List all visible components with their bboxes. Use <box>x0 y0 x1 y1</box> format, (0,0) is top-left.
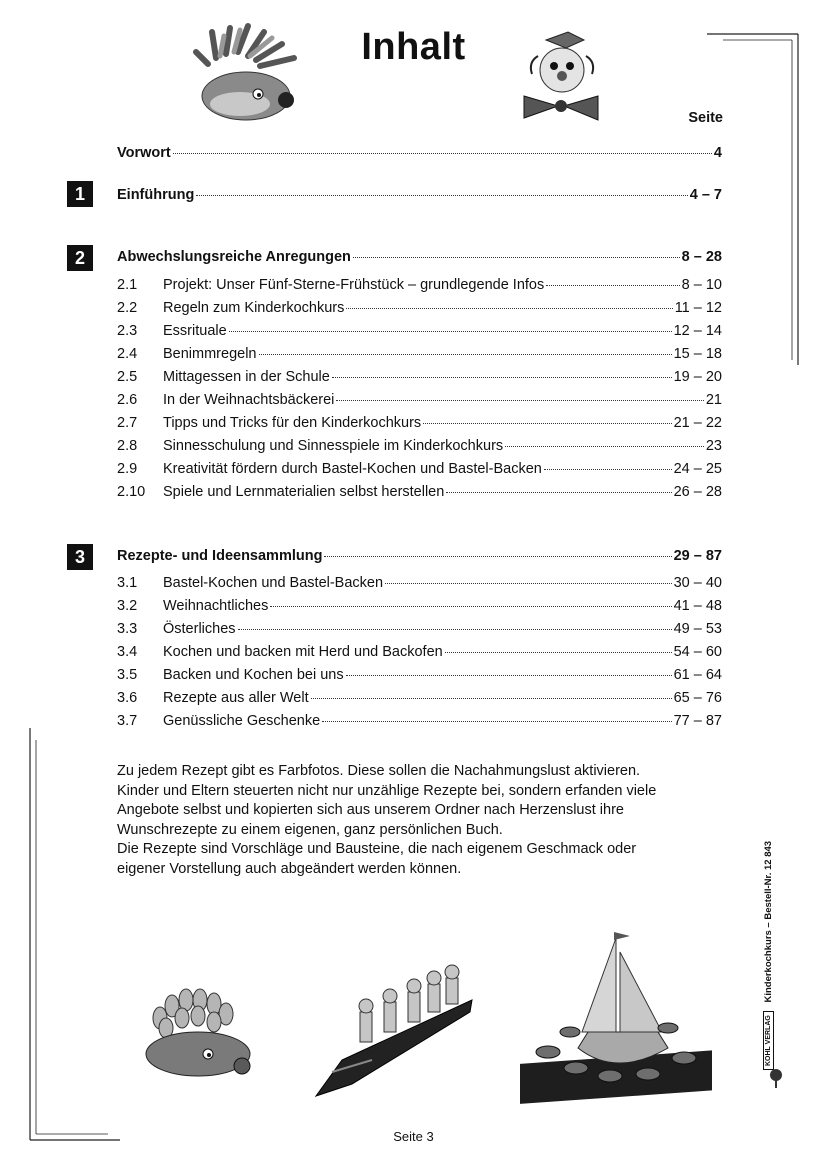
page-title: Inhalt <box>361 26 466 68</box>
intro-paragraph <box>117 762 727 879</box>
toc-leader <box>229 331 672 332</box>
toc-number: 3.1 <box>117 575 138 591</box>
toc-entry[interactable] <box>117 415 722 435</box>
toc-page: 4 <box>713 145 722 161</box>
toc-page: 41 – 48 <box>673 598 722 614</box>
toc-entry[interactable] <box>117 484 722 504</box>
toc-page: 61 – 64 <box>673 667 722 683</box>
toc-entry[interactable] <box>117 369 722 389</box>
intro-line: Kinder und Eltern steuerten nicht nur unzählige Rezepte bei, sondern erfanden viele <box>117 782 657 799</box>
toc-label: Tipps und Tricks für den Kinderkochkurs <box>163 415 422 431</box>
toc-page: 77 – 87 <box>673 713 722 729</box>
intro-line: Angebote selbst und kopierten sich aus unserem Ordner nach Herzenslust ihre <box>117 802 624 818</box>
toc-page: 19 – 20 <box>673 369 722 385</box>
toc-section-1[interactable] <box>117 187 722 207</box>
toc-section-3[interactable] <box>117 548 722 568</box>
toc-label: Bastel-Kochen und Bastel-Backen <box>163 575 384 591</box>
toc-leader <box>385 583 672 584</box>
toc-leader <box>346 308 672 309</box>
toc-leader <box>423 423 671 424</box>
toc-number: 2.7 <box>117 415 138 431</box>
toc-leader <box>311 698 672 699</box>
toc-page: 21 <box>705 392 722 408</box>
toc-label: Vorwort <box>117 145 171 161</box>
toc-entry[interactable] <box>117 438 722 458</box>
toc-leader <box>353 257 680 258</box>
tree-logo-icon <box>768 1068 784 1090</box>
page-column-header: Seite <box>688 110 723 126</box>
toc-entry[interactable] <box>117 346 722 366</box>
toc-label: Essrituale <box>163 323 227 339</box>
toc-entry[interactable] <box>117 323 722 343</box>
toc-entry[interactable] <box>117 392 722 412</box>
toc-page: 30 – 40 <box>673 575 722 591</box>
toc-label: Österliches <box>163 621 236 637</box>
toc-number: 2.1 <box>117 277 138 293</box>
toc-leader <box>346 675 672 676</box>
toc-number: 3.5 <box>117 667 138 683</box>
toc-entry[interactable] <box>117 621 722 641</box>
toc-label: Rezepte- und Ideensammlung <box>117 548 323 564</box>
toc-entry[interactable] <box>117 575 722 595</box>
toc-entry[interactable] <box>117 300 722 320</box>
toc-leader <box>332 377 672 378</box>
toc-page: 15 – 18 <box>673 346 722 362</box>
toc-page: 11 – 12 <box>674 300 722 316</box>
toc-page: 26 – 28 <box>673 484 722 500</box>
toc-leader <box>544 469 672 470</box>
toc-number: 3.7 <box>117 713 138 729</box>
hedgehog-food-photo-bottom <box>138 988 256 1084</box>
publisher-logo: KOHL VERLAG <box>763 1011 774 1070</box>
page-footer: Seite 3 <box>393 1129 434 1144</box>
toc-number: 2.9 <box>117 461 138 477</box>
toc-page: 29 – 87 <box>673 548 722 564</box>
toc-label: Benimmregeln <box>163 346 257 362</box>
toc-number: 3.2 <box>117 598 138 614</box>
toc-label: Projekt: Unser Fünf-Sterne-Frühstück – grundlegende Infos <box>163 277 545 293</box>
order-number-text: Kinderkochkurs – Bestell-Nr. 12 843 <box>763 840 775 1003</box>
section-number-box: 2 <box>67 245 93 271</box>
toc-number: 2.10 <box>117 484 146 500</box>
toc-leader <box>336 400 703 401</box>
toc-leader <box>324 556 671 557</box>
toc-number: 2.3 <box>117 323 138 339</box>
toc-number: 2.5 <box>117 369 138 385</box>
toc-leader <box>270 606 671 607</box>
toc-label: Genüssliche Geschenke <box>163 713 321 729</box>
toc-number: 2.8 <box>117 438 138 454</box>
toc-page: 24 – 25 <box>673 461 722 477</box>
toc-number: 3.6 <box>117 690 138 706</box>
toc-page: 49 – 53 <box>673 621 722 637</box>
toc-leader <box>322 721 671 722</box>
toc-entry-vorwort[interactable] <box>117 145 722 165</box>
toc-label: Kochen und backen mit Herd und Backofen <box>163 644 443 660</box>
boat-figures-food-photo <box>312 964 476 1106</box>
toc-page: 12 – 14 <box>673 323 722 339</box>
toc-entry[interactable] <box>117 690 722 710</box>
toc-entry[interactable] <box>117 644 722 664</box>
toc-label: Sinnesschulung und Sinnesspiele im Kinderkochkurs <box>163 438 504 454</box>
toc-leader <box>238 629 672 630</box>
toc-section-2[interactable] <box>117 249 722 269</box>
toc-leader <box>546 285 679 286</box>
toc-leader <box>173 153 712 154</box>
toc-entry[interactable] <box>117 713 722 733</box>
toc-number: 3.4 <box>117 644 138 660</box>
toc-label: Spiele und Lernmaterialien selbst herstellen <box>163 484 445 500</box>
toc-number: 2.6 <box>117 392 138 408</box>
toc-leader <box>446 492 671 493</box>
toc-number: 2.2 <box>117 300 138 316</box>
toc-number: 2.4 <box>117 346 138 362</box>
toc-entry[interactable] <box>117 598 722 618</box>
section-number-box: 1 <box>67 181 93 207</box>
intro-line: Die Rezepte sind Vorschläge und Bausteine, die nach eigenem Geschmack oder <box>117 841 637 857</box>
toc-label: Abwechslungsreiche Anregungen <box>117 249 351 265</box>
toc-page: 54 – 60 <box>673 644 722 660</box>
side-order-label <box>763 841 774 1070</box>
sailboat-food-photo <box>518 928 714 1106</box>
toc-page: 65 – 76 <box>673 690 722 706</box>
toc-label: Backen und Kochen bei uns <box>163 667 344 683</box>
intro-line: eigener Vorstellung auch abgeändert werden können. <box>117 860 462 877</box>
toc-leader <box>445 652 672 653</box>
toc-entry[interactable] <box>117 277 722 297</box>
toc-label: Mittagessen in der Schule <box>163 369 330 385</box>
toc-page: 21 – 22 <box>673 415 722 431</box>
toc-label: Einführung <box>117 187 195 203</box>
intro-line: Zu jedem Rezept gibt es Farbfotos. Diese sollen die Nachahmungslust aktivieren. <box>117 763 641 779</box>
toc-number: 3.3 <box>117 621 138 637</box>
toc-entry[interactable] <box>117 461 722 481</box>
toc-label: Regeln zum Kinderkochkurs <box>163 300 345 316</box>
intro-line: Wunschrezepte zu einem eigenen, ganz persönlichen Buch. <box>117 821 503 838</box>
toc-leader <box>196 195 687 196</box>
toc-label: In der Weihnachtsbäckerei <box>163 392 335 408</box>
toc-leader <box>505 446 704 447</box>
toc-page: 4 – 7 <box>689 187 722 203</box>
toc-leader <box>259 354 672 355</box>
toc-page: 23 <box>705 438 722 454</box>
toc-page: 8 – 28 <box>681 249 722 265</box>
toc-page: 8 – 10 <box>681 277 722 293</box>
section-number-box: 3 <box>67 544 93 570</box>
toc-label: Kreativität fördern durch Bastel-Kochen und Bastel-Backen <box>163 461 542 477</box>
toc-label: Weihnachtliches <box>163 598 269 614</box>
toc-entry[interactable] <box>117 667 722 687</box>
toc-label: Rezepte aus aller Welt <box>163 690 309 706</box>
